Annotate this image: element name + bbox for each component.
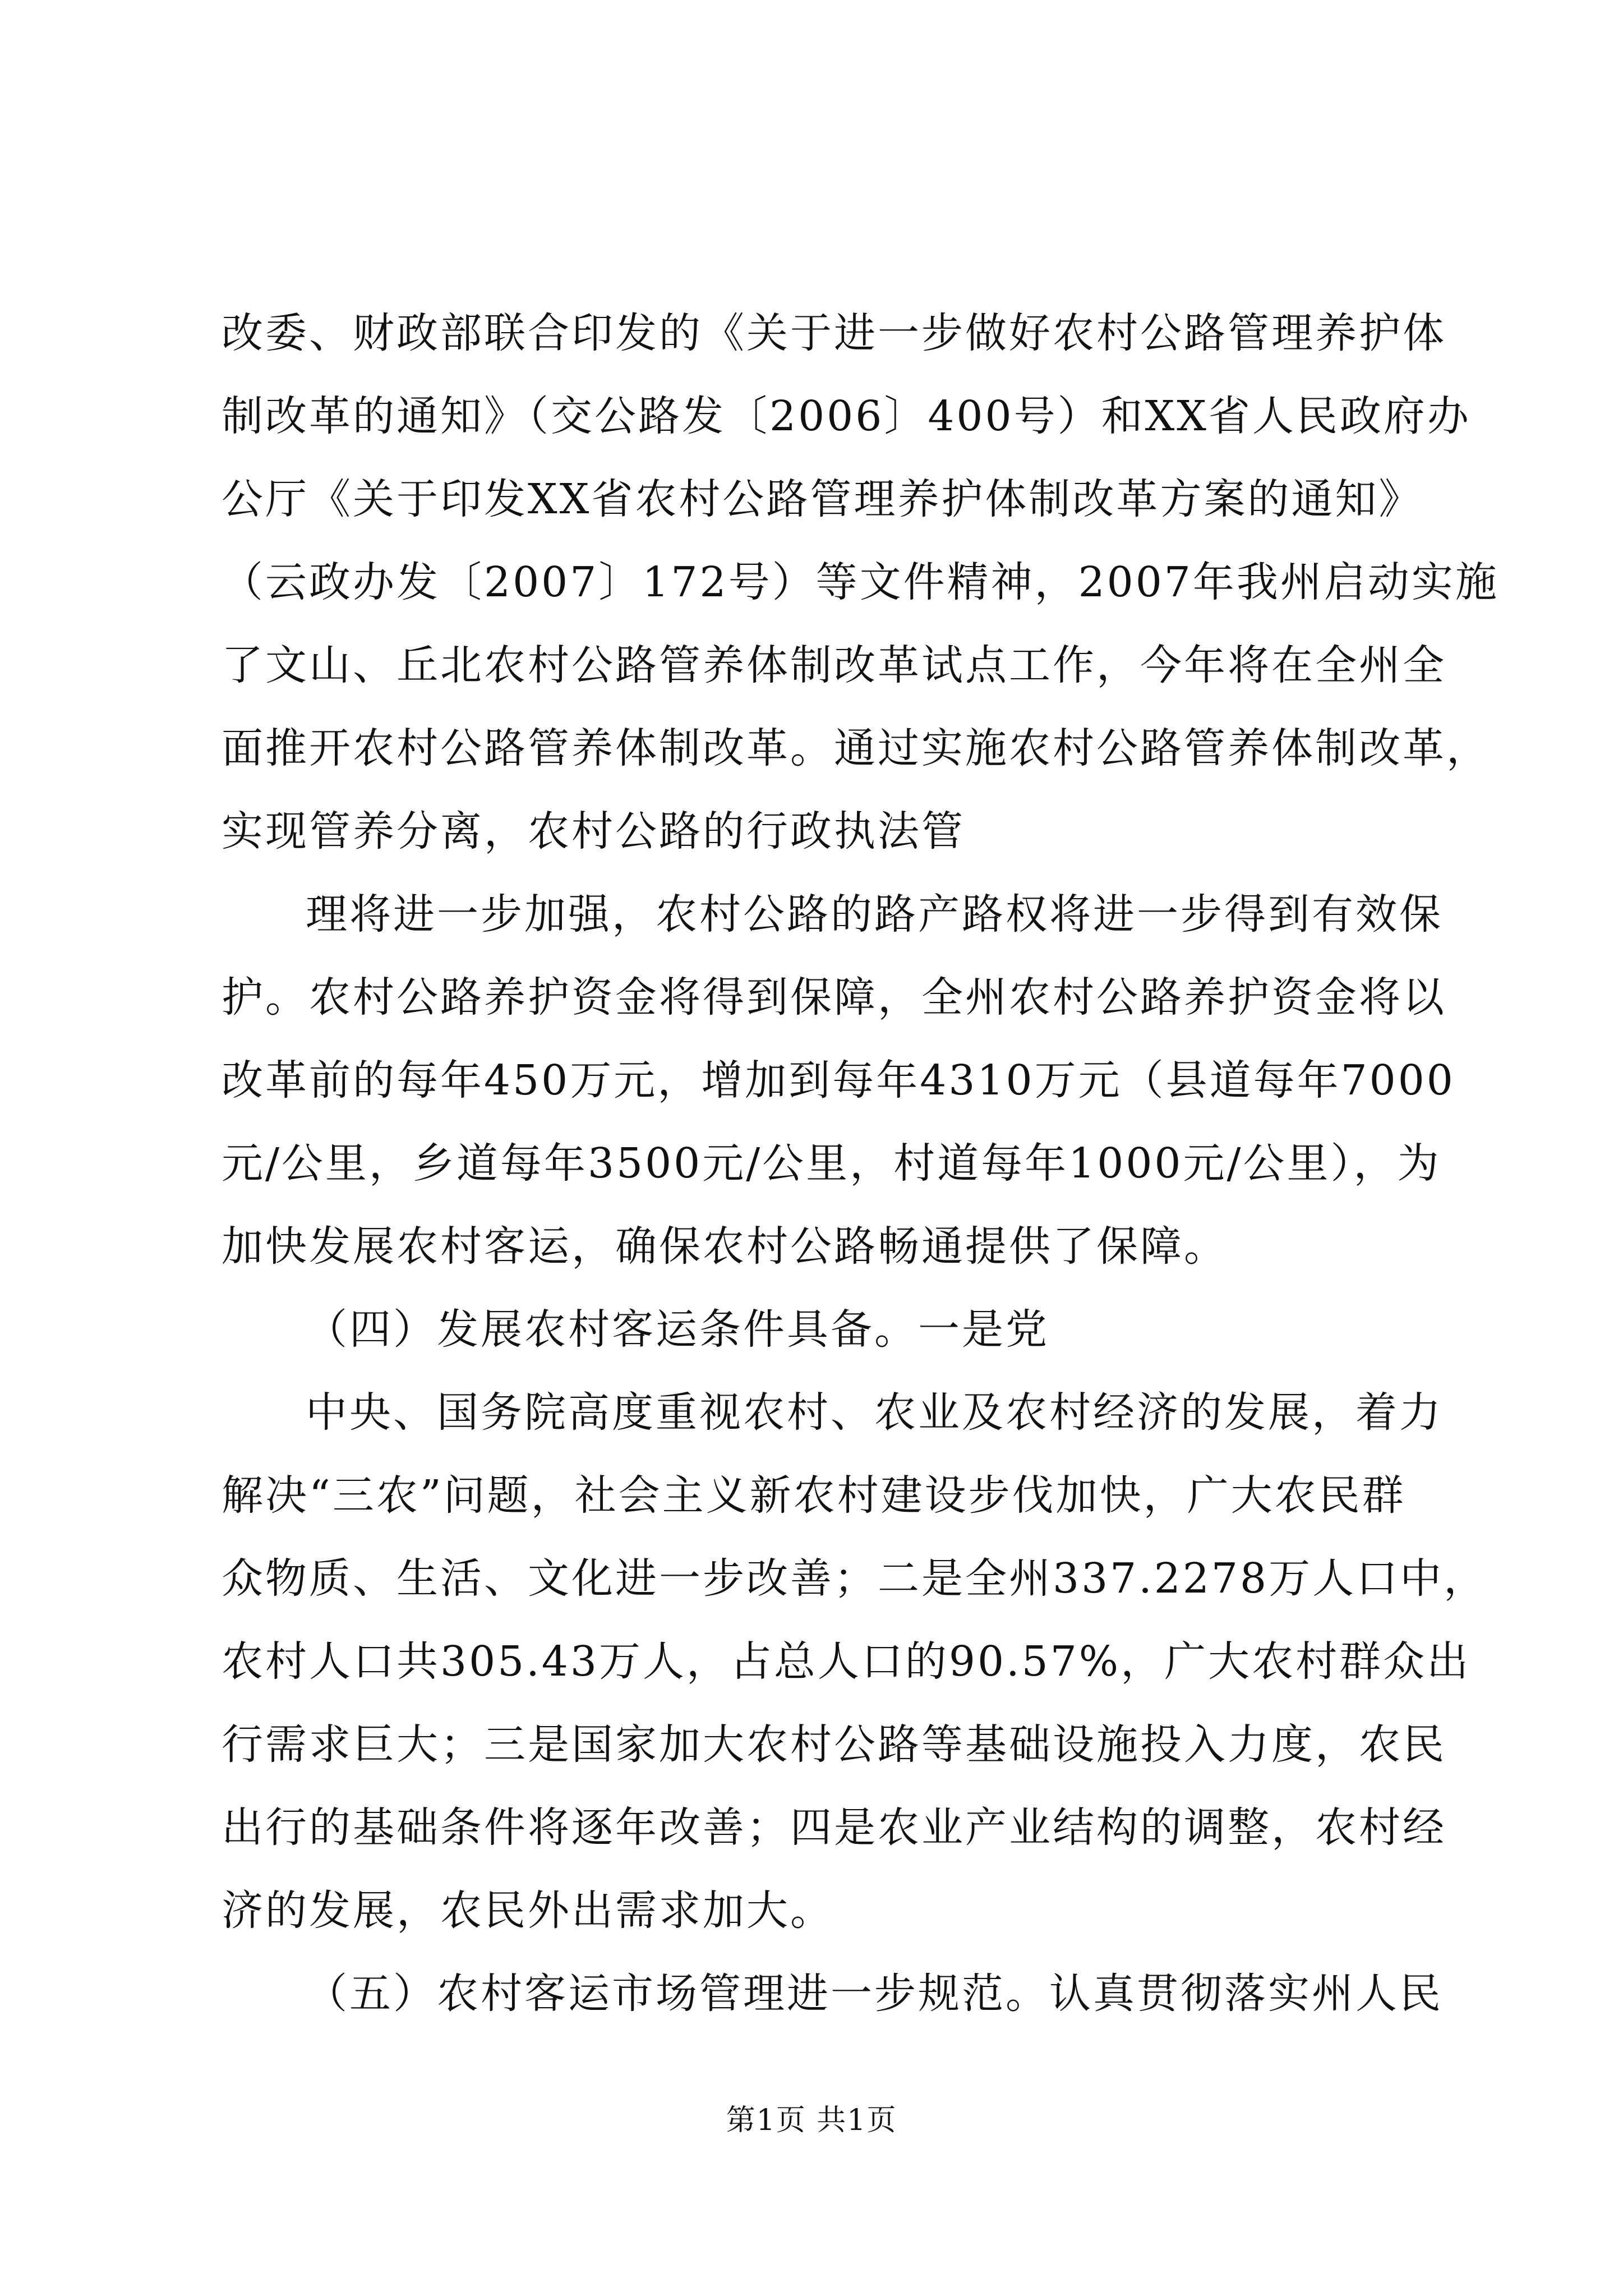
text-line-14: 中央、国务院高度重视农村、农业及农村经济的发展，着力 <box>306 1388 1443 1437</box>
page-footer: 第1页 共1页 <box>726 2104 897 2137</box>
text-line-8: 理将进一步加强，农村公路的路产路权将进一步得到有效保 <box>306 890 1443 938</box>
text-line-20: 济的发展，农民外出需求加大。 <box>222 1887 834 1935</box>
text-line-4: （云政办发〔2007〕172号）等文件精神，2007年我州启动实施 <box>222 558 1499 606</box>
text-line-18: 行需求巨大；三是国家加大农村公路等基础设施投入力度，农民 <box>222 1720 1446 1769</box>
text-line-10: 改革前的每年450万元，增加到每年4310万元（县道每年7000 <box>222 1056 1455 1105</box>
text-line-15: 解决“三农”问题，社会主义新农村建设步伐加快，广大农民群 <box>222 1471 1406 1520</box>
text-line-7: 实现管养分离，农村公路的行政执法管 <box>222 807 965 855</box>
section-heading-5: （五）农村客运市场管理进一步规范。认真贯彻落实州人民 <box>306 1970 1443 2018</box>
text-line-2: 制改革的通知》（交公路发〔2006〕400号）和XX省人民政府办 <box>222 392 1471 440</box>
text-line-6: 面推开农村公路管养体制改革。通过实施农村公路管养体制改革， <box>222 724 1490 772</box>
text-line-5: 了文山、丘北农村公路管养体制改革试点工作，今年将在全州全 <box>222 641 1446 689</box>
document-body <box>222 292 1499 2035</box>
text-line-17: 农村人口共305.43万人，占总人口的90.57%，广大农村群众出 <box>222 1637 1471 1686</box>
text-line-9: 护。农村公路养护资金将得到保障，全州农村公路养护资金将以 <box>222 973 1446 1022</box>
text-line-12: 加快发展农村客运，确保农村公路畅通提供了保障。 <box>222 1222 1228 1271</box>
text-line-3: 公厅《关于印发XX省农村公路管理养护体制改革方案的通知》 <box>222 475 1423 523</box>
text-line-16: 众物质、生活、文化进一步改善；二是全州337.2278万人口中， <box>222 1554 1488 1603</box>
text-line-1: 改委、财政部联合印发的《关于进一步做好农村公路管理养护体 <box>222 309 1446 357</box>
text-line-19: 出行的基础条件将逐年改善；四是农业产业结构的调整，农村经 <box>222 1803 1446 1852</box>
text-line-11: 元/公里，乡道每年3500元/公里，村道每年1000元/公里），为 <box>222 1139 1441 1188</box>
section-heading-4: （四）发展农村客运条件具备。一是党 <box>306 1305 1049 1354</box>
